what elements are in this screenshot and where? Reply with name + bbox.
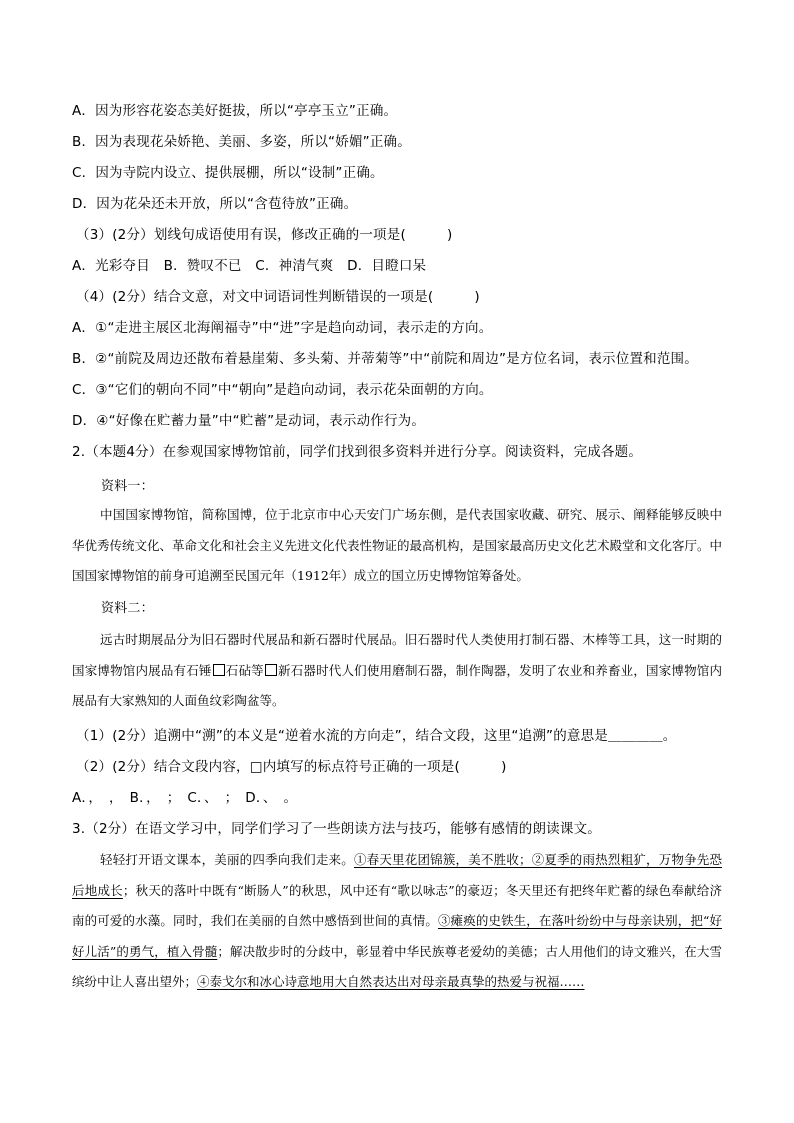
question-2-stem: 2.（本题4分）在参观国家博物馆前，同学们找到很多资料并进行分享。阅读资料，完成各题。 <box>72 444 643 460</box>
q1-option-c: C．因为寺院内设立、提供展棚，所以“设制”正确。 <box>72 165 384 181</box>
question-3-passage <box>72 845 722 998</box>
q1-option-d: D．因为花朵还未开放，所以“含苞待放”正确。 <box>72 196 358 212</box>
q1-option-b: B．因为表现花朵娇艳、美丽、多姿，所以“娇媚”正确。 <box>72 134 411 150</box>
material-1-text <box>72 500 722 592</box>
passage-middle: ；秋天的落叶中既有“断肠人”的秋思，风中还有“歌以咏志”的豪迈；冬天里还有把终年贮蓄的绿色奉献给济南的可爱的水藻。同时，我们在美丽的自然中感悟到世间的真情。 <box>72 882 722 928</box>
q2-sub-question-2: （2）(2分）结合文段内容，□内填写的标点符号正确的一项是( ) <box>76 759 507 775</box>
sub-question-4: （4）(2分）结合文意，对文中词语词性判断错误的一项是( ) <box>76 289 480 305</box>
q1-option-a: A．因为形容花姿态美好挺拔，所以“亭亭玉立”正确。 <box>72 103 398 119</box>
sub-question-4-option-b: B．②“前院及周边还散布着悬崖菊、多头菊、并蒂菊等”中“前院和周边”是方位名词，表示位置和范围。 <box>72 351 698 367</box>
material-1-label: 资料一： <box>101 479 154 494</box>
passage-paragraph <box>72 845 722 998</box>
material-2-label: 资料二： <box>101 601 154 616</box>
underlined-sentence-3: ③瘫痪的史铁生，在落叶纷纷中与母亲诀别，把“好好儿活”的勇气，植入骨髓 <box>72 913 722 959</box>
underlined-sentence-4: ④泰戈尔和冰心诗意地用大自然表达出对母亲最真挚的热爱与祝福…… <box>197 974 585 989</box>
material-2-paragraph <box>72 625 722 717</box>
sub-question-3-options: A．光彩夺目 B．赞叹不已 C．神清气爽 D．目瞪口呆 <box>72 258 427 274</box>
blank-box-icon <box>265 664 277 676</box>
sub-question-4-option-a: A．①“走进主展区北海阐福寺”中“进”字是趋向动词，表示走的方向。 <box>72 320 493 336</box>
material-2-text <box>72 625 722 717</box>
passage-intro: 轻轻打开语文课本，美丽的四季向我们走来。 <box>100 852 354 867</box>
blank-box-icon <box>213 664 225 676</box>
sub-question-4-option-c: C．③“它们的朝向不同”中“朝向”是趋向动词，表示花朵面朝的方向。 <box>72 382 493 398</box>
sub-question-3: （3）(2分）划线句成语使用有误，修改正确的一项是( ) <box>76 227 453 243</box>
sub-question-4-option-d: D．④“好像在贮蓄力量”中“贮蓄”是动词，表示动作行为。 <box>72 413 426 429</box>
passage-later: ；解决散步时的分歧中，彰显着中华民族尊老爱幼的美德；古人用他们的诗文雅兴，在大雪缤纷中让人喜出望外； <box>72 943 722 989</box>
material-1-paragraph: 中国国家博物馆，简称国博，位于北京市中心天安门广场东侧，是代表国家收藏、研究、展示、阐释能够反映中华优秀传统文化、革命文化和社会主义先进文化代表性物证的最高机构，是国家最高历史文化艺术殿堂和文化客厅。中国国家博物馆的前身可追溯至民国元年（1912年）成立的国立历史博物馆筹备处。 <box>72 507 723 583</box>
question-3-stem: 3.（2分）在语文学习中，同学们学习了一些朗读方法与技巧，能够有感情的朗读课文。 <box>72 821 601 837</box>
material-2-part-1: 远古时期展品分为旧石器时代展品和新石器时代展品。旧石器时代人类使用打制石器、木棒等工具，这一时期的国家博物馆内展品有石锤 <box>72 632 722 678</box>
q2-sub-question-2-options: A．， ， B．， ； C．、 ； D．、 。 <box>72 790 298 806</box>
underlined-sentence-1-2: ①春天里花团锦簇，美不胜收；②夏季的雨热烈粗犷，万物争先恐后地成长 <box>72 852 722 898</box>
q2-sub-question-1: （1）(2分）追溯中“溯”的本义是“逆着水流的方向走”，结合文段，这里“追溯”的意思是＿＿＿＿。 <box>76 728 677 744</box>
material-2-part-3: 新石器时代人们使用磨制石器，制作陶器，发明了农业和养畜业，国家博物馆内展品有大家熟知的人面鱼纹彩陶盆等。 <box>72 662 722 708</box>
material-2-part-2: 石砧等 <box>225 662 264 678</box>
